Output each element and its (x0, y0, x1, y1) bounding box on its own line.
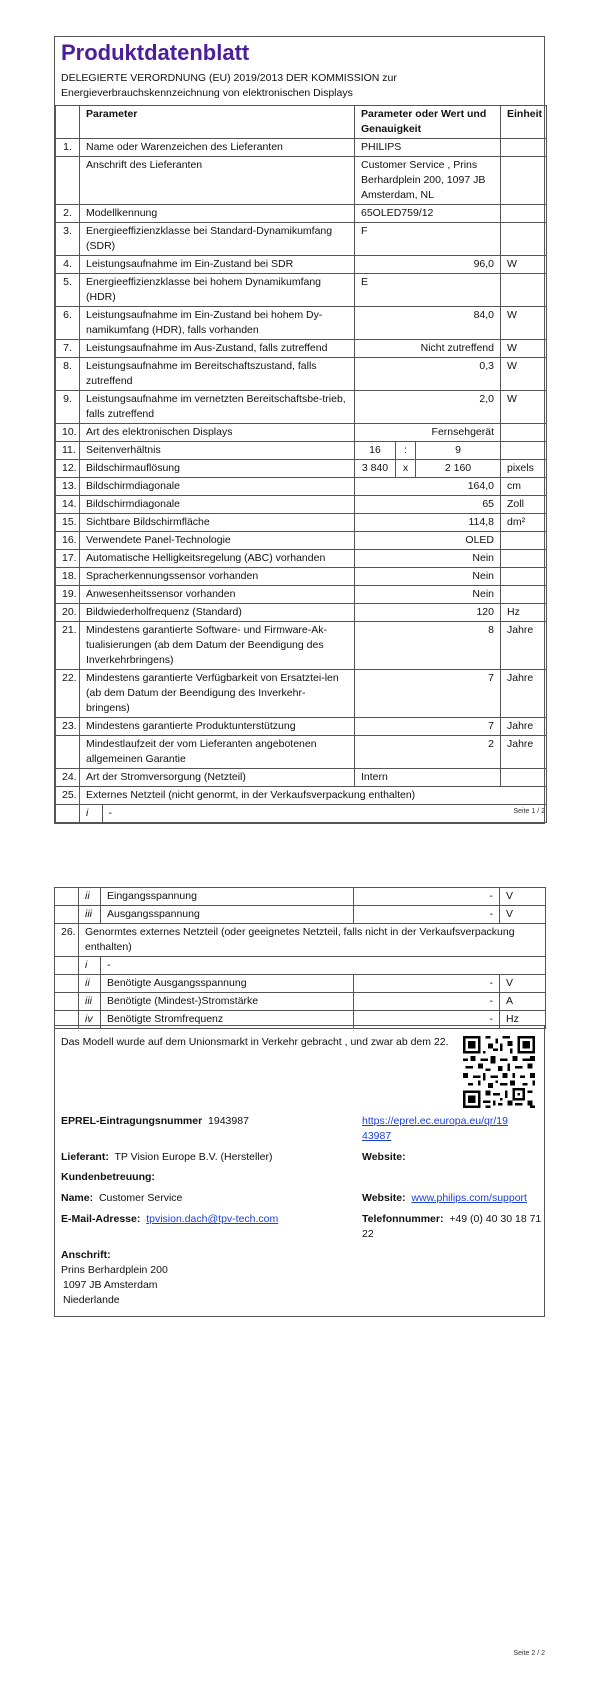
row-unit: W (501, 340, 547, 358)
eprel-number: 1943987 (208, 1115, 249, 1127)
row-number: 25. (56, 787, 80, 805)
page-number: Seite 1 / 2 (513, 808, 545, 815)
phone-value: +49 (0) 40 30 18 71 (449, 1213, 542, 1225)
row-label: Leistungsaufnahme im vernetzten Bereitschaftsbe-trieb, falls zutreffend (80, 391, 355, 424)
aspect-height: 9 (416, 442, 501, 460)
table-row (56, 568, 547, 586)
table-row (56, 157, 547, 205)
subrow-container (80, 805, 547, 823)
row-label: Bildschirmauflösung (80, 460, 355, 478)
row-label: Eingangsspannung (101, 888, 354, 906)
row-label: Mindestens garantierte Verfügbarkeit von Ersatztei-len (ab dem Datum der Beendigung des Inverkehr-bringens) (80, 670, 355, 718)
supplier-label: Lieferant: (61, 1151, 109, 1163)
row-unit (501, 274, 547, 307)
row-label: Anwesenheitssensor vorhanden (80, 586, 355, 604)
row-label: Bildwiederholfrequenz (Standard) (80, 604, 355, 622)
row-unit (501, 586, 547, 604)
row-label: Benötigte Ausgangsspannung (101, 975, 354, 993)
resolution-separator: x (396, 460, 416, 478)
market-date-text: Das Modell wurde auf dem Unionsmarkt in Verkehr gebracht , und zwar ab dem 22. (61, 1036, 449, 1048)
row-value: 8 (355, 622, 501, 670)
row-value: F (355, 223, 501, 256)
roman-numeral: ii (79, 888, 101, 906)
table-row (56, 478, 547, 496)
table-row (56, 256, 547, 274)
page-number: Seite 2 / 2 (513, 1650, 545, 1657)
row-label: Anschrift des Lieferanten (80, 157, 355, 205)
row-value: E (355, 274, 501, 307)
row-number (55, 957, 79, 975)
row-number: 8. (56, 358, 80, 391)
continued-table (54, 887, 546, 1029)
row-value: - (354, 888, 500, 906)
roman-numeral: i (79, 957, 101, 975)
row-unit: pixels (501, 460, 547, 478)
row-unit: dm² (501, 514, 547, 532)
row-value: Nein (355, 550, 501, 568)
aspect-width: 16 (355, 442, 396, 460)
row-number (56, 157, 80, 205)
row-label: Modellkennung (80, 205, 355, 223)
page-2 (0, 842, 595, 1684)
service-name (61, 1191, 182, 1206)
row-unit: V (500, 888, 546, 906)
row-value: Nicht zutreffend (355, 340, 501, 358)
header-parameter: Parameter (80, 106, 355, 139)
table-row (56, 718, 547, 736)
eprel-registration (61, 1114, 249, 1129)
row-label: Externes Netzteil (nicht genormt, in der Verkaufsverpackung enthalten) (80, 787, 547, 805)
roman-numeral: iv (79, 1011, 101, 1029)
row-unit: Jahre (501, 622, 547, 670)
table-row (56, 496, 547, 514)
table-row (56, 139, 547, 157)
row-number: 20. (56, 604, 80, 622)
row-number: 24. (56, 769, 80, 787)
row-value: 114,8 (355, 514, 501, 532)
table-row (56, 586, 547, 604)
table-row (56, 307, 547, 340)
row-value: OLED (355, 532, 501, 550)
row-label: Leistungsaufnahme im Ein-Zustand bei hohem Dy-namikumfang (HDR), falls vorhanden (80, 307, 355, 340)
name-value: Customer Service (98, 1192, 183, 1204)
table-row (56, 340, 547, 358)
row-number (56, 805, 80, 823)
row-number: 2. (56, 205, 80, 223)
website-label: Website: (362, 1151, 406, 1163)
row-number (55, 975, 79, 993)
subtitle-line: Energieverbrauchskennzeichnung von elektronischen Displays (61, 87, 353, 99)
row-value: 96,0 (355, 256, 501, 274)
row-unit (501, 139, 547, 157)
address-line: Prins Berhardplein 200 (61, 1264, 168, 1276)
row-value: - (354, 906, 500, 924)
row-label: Energieeffizienzklasse bei hohem Dynamikumfang (HDR) (80, 274, 355, 307)
table-row (56, 514, 547, 532)
website-label: Website: (362, 1192, 406, 1204)
row-value: Fernsehgerät (355, 424, 501, 442)
table-row (56, 391, 547, 424)
row-label: Seitenverhältnis (80, 442, 355, 460)
row-unit (501, 532, 547, 550)
row-unit: Jahre (501, 718, 547, 736)
row-unit: W (501, 307, 547, 340)
row-unit (501, 157, 547, 205)
phone-value: 22 (362, 1228, 374, 1240)
row-number: 19. (56, 586, 80, 604)
row-label: Mindestens garantierte Software- und Firmware-Ak-tualisierungen (ab dem Datum der Beendigung des Inverkehrbringens) (80, 622, 355, 670)
name-label: Name: (61, 1192, 94, 1204)
support-website (362, 1191, 527, 1206)
row-unit: A (500, 993, 546, 1011)
row-number: 26. (55, 924, 79, 957)
customer-care-label: Kundenbetreuung: (61, 1171, 155, 1183)
header-num-cell (56, 106, 80, 139)
row-unit: V (500, 906, 546, 924)
datasheet-box (54, 36, 545, 824)
resolution-height: 2 160 (416, 460, 501, 478)
table-row (56, 442, 547, 460)
product-data-table (55, 105, 547, 823)
email-info (61, 1212, 278, 1227)
table-row (56, 205, 547, 223)
table-row (56, 424, 547, 442)
roman-numeral: i (80, 805, 102, 822)
row-number: 11. (56, 442, 80, 460)
row-label: Bildschirmdiagonale (80, 496, 355, 514)
row-number (55, 888, 79, 906)
table-row (55, 906, 546, 924)
table-row (56, 769, 547, 787)
eprel-label: EPREL-Eintragungsnummer (61, 1115, 203, 1127)
row-label: Energieeffizienzklasse bei Standard-Dynamikumfang (SDR) (80, 223, 355, 256)
row-label: Benötigte (Mindest-)Stromstärke (101, 993, 354, 1011)
subrow (80, 805, 546, 822)
row-label: Bildschirmdiagonale (80, 478, 355, 496)
subrow-table (80, 805, 546, 822)
subrow-text: - (101, 957, 546, 975)
eprel-link[interactable] (362, 1114, 532, 1144)
row-number: 14. (56, 496, 80, 514)
table-row (56, 604, 547, 622)
row-unit (501, 205, 547, 223)
row-value: 7 (355, 670, 501, 718)
row-unit: Jahre (501, 736, 547, 769)
row-label: Art des elektronischen Displays (80, 424, 355, 442)
phone-info (362, 1212, 542, 1242)
email-label: E-Mail-Adresse: (61, 1213, 141, 1225)
row-unit (501, 568, 547, 586)
row-number (55, 993, 79, 1011)
row-number: 9. (56, 391, 80, 424)
row-label: Mindestlaufzeit der vom Lieferanten angebotenen allgemeinen Garantie (80, 736, 355, 769)
row-value: 7 (355, 718, 501, 736)
email-link[interactable]: tpvision.dach@tpv-tech.com (146, 1213, 279, 1225)
table-row (56, 550, 547, 568)
table-row (56, 736, 547, 769)
row-label: Sichtbare Bildschirmfläche (80, 514, 355, 532)
row-unit (501, 769, 547, 787)
regulation-subtitle (55, 67, 544, 105)
row-unit: W (501, 391, 547, 424)
table-row (56, 358, 547, 391)
row-label: Automatische Helligkeitsregelung (ABC) vorhanden (80, 550, 355, 568)
supplier-value: TP Vision Europe B.V. (Hersteller) (114, 1151, 273, 1163)
row-unit: Hz (501, 604, 547, 622)
subrow-text: - (108, 807, 112, 819)
row-number: 7. (56, 340, 80, 358)
row-value: PHILIPS (355, 139, 501, 157)
row-value: Nein (355, 586, 501, 604)
row-unit (501, 424, 547, 442)
qr-code-icon[interactable] (463, 1036, 535, 1108)
row-value: Customer Service , Prins Berhardplein 200, 1097 JB Amsterdam, NL (355, 157, 501, 205)
table-row (56, 622, 547, 670)
roman-numeral: iii (79, 993, 101, 1011)
row-unit (501, 550, 547, 568)
row-value: 120 (355, 604, 501, 622)
row-label: Leistungsaufnahme im Bereitschaftszustand, falls zutreffend (80, 358, 355, 391)
row-value: Nein (355, 568, 501, 586)
address-block (61, 1248, 168, 1308)
row-unit: Zoll (501, 496, 547, 514)
row-unit: cm (501, 478, 547, 496)
continued-table-box (54, 887, 545, 1029)
table-row (56, 274, 547, 307)
table-row (55, 975, 546, 993)
row-unit (501, 223, 547, 256)
row-label: Art der Stromversorgung (Netzteil) (80, 769, 355, 787)
row-unit: W (501, 358, 547, 391)
supplier-info (61, 1150, 272, 1165)
page-title: Produktdatenblatt (61, 40, 250, 65)
row-value: - (354, 1011, 500, 1029)
roman-numeral: ii (79, 975, 101, 993)
row-value: 2 (355, 736, 501, 769)
row-label: Genormtes externes Netzteil (oder geeignetes Netzteil, falls nicht in der Verkaufsverpackung enthalten) (79, 924, 546, 957)
row-number: 3. (56, 223, 80, 256)
row-number: 16. (56, 532, 80, 550)
row-value: 0,3 (355, 358, 501, 391)
row-label: Name oder Warenzeichen des Lieferanten (80, 139, 355, 157)
row-number: 18. (56, 568, 80, 586)
phone-label: Telefonnummer: (362, 1213, 444, 1225)
row-number: 15. (56, 514, 80, 532)
table-row (56, 787, 547, 805)
row-value: 65 (355, 496, 501, 514)
row-value: Intern (355, 769, 501, 787)
table-row (55, 957, 546, 975)
row-value: 84,0 (355, 307, 501, 340)
row-number: 23. (56, 718, 80, 736)
subtitle-line: DELEGIERTE VERORDNUNG (EU) 2019/2013 DER KOMMISSION zur (61, 72, 397, 84)
roman-numeral: iii (79, 906, 101, 924)
row-number: 17. (56, 550, 80, 568)
aspect-separator: : (396, 442, 416, 460)
table-header-row (56, 106, 547, 139)
table-row (56, 670, 547, 718)
address-line: 1097 JB Amsterdam (63, 1279, 158, 1291)
header-unit: Einheit (501, 106, 547, 139)
row-number (55, 906, 79, 924)
row-number: 10. (56, 424, 80, 442)
row-label: Leistungsaufnahme im Aus-Zustand, falls zutreffend (80, 340, 355, 358)
table-row (56, 460, 547, 478)
table-row (55, 888, 546, 906)
row-unit: V (500, 975, 546, 993)
row-label: Benötigte Stromfrequenz (101, 1011, 354, 1029)
row-label: Ausgangsspannung (101, 906, 354, 924)
row-number: 21. (56, 622, 80, 670)
row-number: 1. (56, 139, 80, 157)
table-row (56, 223, 547, 256)
address-label: Anschrift: (61, 1249, 111, 1261)
row-label: Verwendete Panel-Technologie (80, 532, 355, 550)
row-unit: Hz (500, 1011, 546, 1029)
table-row (55, 924, 546, 957)
support-website-link[interactable]: www.philips.com/support (411, 1192, 527, 1204)
row-number: 6. (56, 307, 80, 340)
row-value: 2,0 (355, 391, 501, 424)
row-value: 164,0 (355, 478, 501, 496)
row-value: 65OLED759/12 (355, 205, 501, 223)
table-row (55, 993, 546, 1011)
row-unit (501, 442, 547, 460)
table-row (56, 805, 547, 823)
row-number: 5. (56, 274, 80, 307)
resolution-width: 3 840 (355, 460, 396, 478)
row-number (56, 736, 80, 769)
row-unit: Jahre (501, 670, 547, 718)
eprel-link-line[interactable]: 43987 (362, 1130, 392, 1142)
row-unit: W (501, 256, 547, 274)
eprel-link-line[interactable]: https://eprel.ec.europa.eu/qr/19 (362, 1115, 508, 1127)
row-label: Spracherkennungssensor vorhanden (80, 568, 355, 586)
row-label: Leistungsaufnahme im Ein-Zustand bei SDR (80, 256, 355, 274)
table-row (56, 532, 547, 550)
row-number: 13. (56, 478, 80, 496)
row-value: - (354, 993, 500, 1011)
eprel-info-box (54, 1025, 545, 1317)
row-number: 22. (56, 670, 80, 718)
row-number: 12. (56, 460, 80, 478)
row-label: Mindestens garantierte Produktunterstützung (80, 718, 355, 736)
row-value: - (354, 975, 500, 993)
header-value: Parameter oder Wert und Genauigkeit (355, 106, 501, 139)
row-number: 4. (56, 256, 80, 274)
address-line: Niederlande (63, 1294, 120, 1306)
